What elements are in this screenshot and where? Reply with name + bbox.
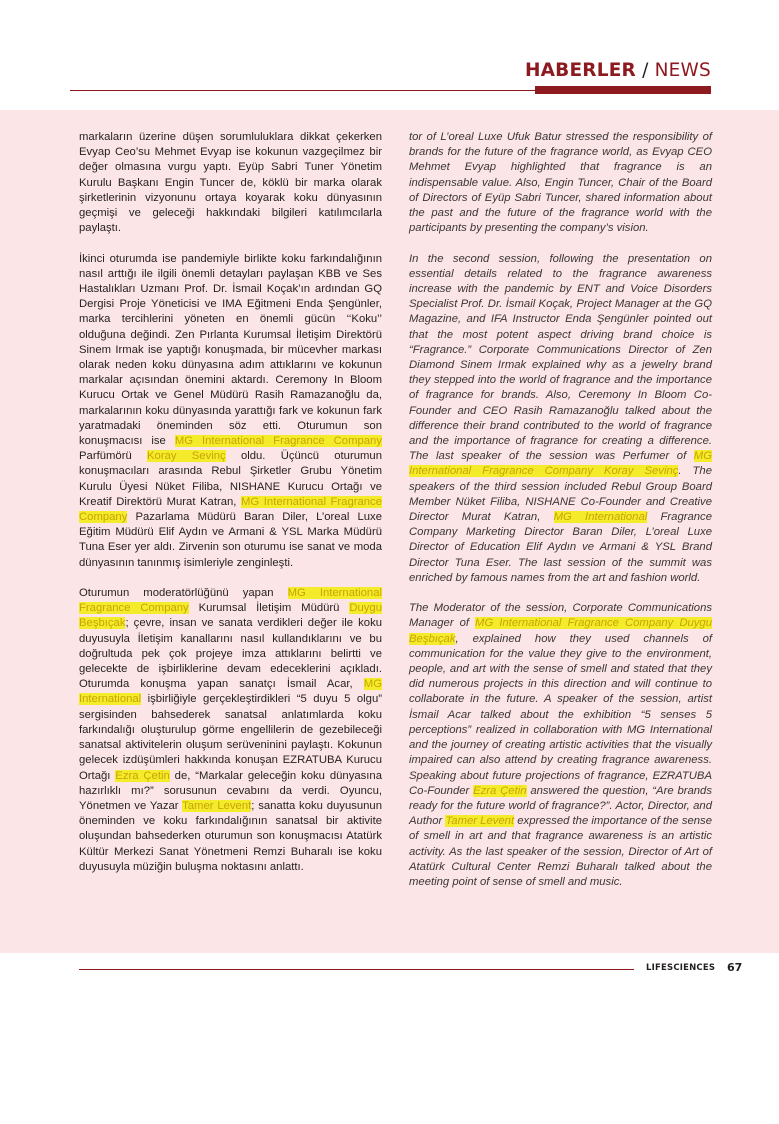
text-run: expressed the importance of the sense of smell in art and that fragrance awareness is an artistic activity. As the last speaker of the session, Director of Art of Atatürk Cultural Center Remzi Buharalı talked about the meeting point of sense of smell and music.	[409, 815, 712, 888]
text-run: ; sanatta koku duyusunun öneminden ve koku farkındalığının sanatsal bir aktivite oluşundan bahsederken oturumun son konuşmacısı Atatürk Kültür Merkezi Sanat Yönetmeni Remzi Buharalı ise koku duyusuyla müziğin buluşma noktasını anlattı.	[79, 799, 383, 873]
highlighted-text: MG International Fragrance Company	[79, 495, 382, 524]
section-title	[525, 60, 711, 81]
tr-paragraph-1	[79, 130, 382, 236]
text-run: İkinci oturumda ise pandemiyle birlikte koku farkındalığının nasıl arttığı ile ilgili önemli detayları paylaşan KBB ve Ses Hastalıkları Uzmanı Prof. Dr. İsmail Koçak’ın ardından GQ Dergisi Proje Yöneticisi ve IMA Eğitmeni Enda Şengünler, marka tercihlerini yöneten en önemli gücün ‘‘Koku’’ olduğuna değindi. Zen Pırlanta Kurumsal İletişim Direktörü Sinem Irmak ise yaptığı konuşmada, bir mücevher markası olarak neden koku dünyasına adım attıklarını ve kokunun markalar açısından önemini aktardı. Ceremony In Bloom Kurucu Ortak ve Genel Müdürü Rasih Ramazanoğlu da, markalarının koku dünyasında yarattığı fark ve kokunun fark yaratmadaki öneminden söz etti. Oturumun son konuşmacısı ise	[79, 252, 382, 448]
tr-paragraph-3	[79, 586, 382, 875]
highlighted-text: MG International Fragrance Company	[79, 587, 383, 615]
highlighted-text: Koray Sevinç	[147, 450, 226, 463]
text-run: Pazarlama Müdürü Baran Diler, L’oreal Luxe Eğitim Müdürü Elif Aydın ve Armani & YSL Marka Müdürü Tuna Eser yer aldı. Zirvenin son oturumu ise sanat ve moda dünyasının tanınmış isimleriyle zenginleşti.	[79, 511, 382, 569]
text-run: answered the question, “Are brands ready for the future world of fragrance?”. Actor, Director, and Author	[409, 784, 712, 828]
highlighted-text: Tamer Levent	[182, 799, 252, 812]
text-run: Fragrance Company Marketing Director Baran Diler, L’oreal Luxe Director of Education Elif Aydın ve Armani & YSL Brand Director Tuna Eser. The last session of the summit was enriched by famous names from the art and fashion world.	[409, 511, 712, 584]
tr-paragraph-2	[79, 252, 382, 571]
page-number: 67	[727, 961, 743, 974]
magazine-name: LIFESCIENCES	[646, 963, 716, 973]
text-run: In the second session, following the presentation on essential details related to the fragrance awareness increase with the pandemic by ENT and Voice Disorders Specialist Prof. Dr. İsmail Koçak, Project Manager at the GQ Magazine, and IFA Instructor Enda Şengünler pointed out that the most potent aspect driving brand choice is “Fragrance.” Corporate Communications Director of Zen Diamond Sinem Irmak explained why as a jewelry brand they stepped into the world of fragrance and the importance of fragrance for brands. Also, Ceremony In Bloom Co-Founder and CEO Rasih Ramazanoğlu talked about the difference their brand contributed to the world of fragrance and the importance of fragrance for creating a difference. The last speaker of the session was Perfumer of	[409, 252, 712, 463]
turkish-column	[79, 130, 382, 890]
page-header	[0, 0, 779, 110]
en-paragraph-1	[409, 130, 712, 236]
text-run: The Moderator of the session, Corporate Communications Manager of	[409, 602, 712, 630]
article-body	[0, 110, 779, 953]
text-run: Kurumsal İletişim Müdürü	[188, 602, 350, 615]
en-paragraph-2	[409, 252, 712, 586]
text-run: oldu. Üçüncü oturumun konuşmacıları arasında Rebul Şirketler Grubu Yönetim Kurulu Üyesi Nüket Filiba, NISHANE Kurucu Ortağı ve Kreatif Direktörü Murat Katran,	[79, 450, 382, 508]
highlighted-text: MG International	[553, 511, 648, 524]
text-run: . The speakers of the third session included Rebul Group Board Member Nüket Filiba, NISHANE Co-Founder and Creative Director Murat Katran,	[409, 465, 712, 524]
section-title-tr: HABERLER	[524, 60, 636, 81]
text-run: ; çevre, insan ve sanata verdikleri değer ile koku duyusuyla İletişim kanallarını nasıl kullandıklarını ve bu doğrultuda pek çok projeye imza attıklarını belirtti ve gelecekte de işbirliklerine devam edeceklerini açıkladı. Oturumda konuşma yapan sanatçı İsmail Acar,	[79, 617, 382, 691]
text-run: işbirliğiyle gerçekleştirdikleri “5 duyu 5 olgu” sergisinden bahsederek sanatsal anlatımlarda koku farkındalığı oluşturulup görme engellilerin de gezebileceği sanatsal aktivitelerin oluşum serüveninini paylaştı. Kokunun gelecek izdüşümleri hakkında konuşan EZRATUBA Kurucu Ortağı	[79, 693, 382, 782]
page-footer	[0, 953, 779, 1124]
text-run: tor of L’oreal Luxe Ufuk Batur stressed the responsibility of brands for the future of the fragrance world, as Evyap CEO Mehmet Evyap highlighted that fragrance is an indispensable value. Also, Engin Tuncer, Chair of the Board of Directors of Eyüp Sabri Tuncer, shared information about the past and the future of the fragrance world with the participants by presenting the company’s vision.	[409, 131, 712, 235]
text-run: Oturumun moderatörlüğünü yapan	[79, 587, 288, 600]
highlighted-text: MG International Fragrance Company	[174, 435, 382, 448]
highlighted-text: Ezra Çetin	[473, 784, 527, 797]
section-title-en: NEWS	[654, 60, 711, 81]
highlighted-text: Duygu Beşbıçak	[79, 602, 382, 630]
footer-rule	[79, 969, 634, 970]
en-paragraph-3	[409, 601, 712, 890]
text-run: de, “Markalar geleceğin koku dünyasına hazırlıklı mı?” sorusunun cevabını da verdi. Oyuncu, Yönetmen ve Yazar	[79, 769, 382, 812]
highlighted-text: MG International Fragrance Company Koray Sevinç	[409, 450, 712, 478]
text-run: Parfümörü	[79, 450, 147, 463]
header-accent-bar	[535, 86, 711, 94]
text-run: , explained how they used channels of communication for the value they give to the environment, people, and art with the sense of smell and stated that they did numerous projects in this direction and will continue to collaborate in the future. A speaker of the session, artist İsmail Acar talked about the exhibition “5 senses 5 perceptions” realized in collaboration with MG International and the journey of creating artistic activities that the visually impaired can also attend by creating fragrance awareness. Speaking about future projections of fragrance, EZRATUBA Co-Founder	[409, 632, 712, 797]
header-rule	[70, 90, 540, 91]
text-run: markaların üzerine düşen sorumluluklara dikkat çekerken Evyap Ceo’su Mehmet Evyap ise kokunun vazgeçilmez bir değer olmasına vurgu yaptı. Eyüp Sabri Tuner Yönetim Kurulu Başkanı Engin Tuncer de, köklü bir marka olarak şirketlerinin vizyonunu ortaya koyarak koku dünyasının geçmişi ve geleceği hakkındaki bilgileri katılımcılarla paylaştı.	[79, 131, 382, 235]
english-column	[409, 130, 712, 905]
highlighted-text: MG International Fragrance Company Duygu Beşbıçak	[409, 617, 712, 645]
highlighted-text: Ezra Çetin	[115, 769, 170, 782]
section-title-separator: /	[642, 60, 649, 81]
highlighted-text: Tamer Levent	[445, 815, 515, 828]
highlighted-text: MG International	[79, 678, 382, 706]
